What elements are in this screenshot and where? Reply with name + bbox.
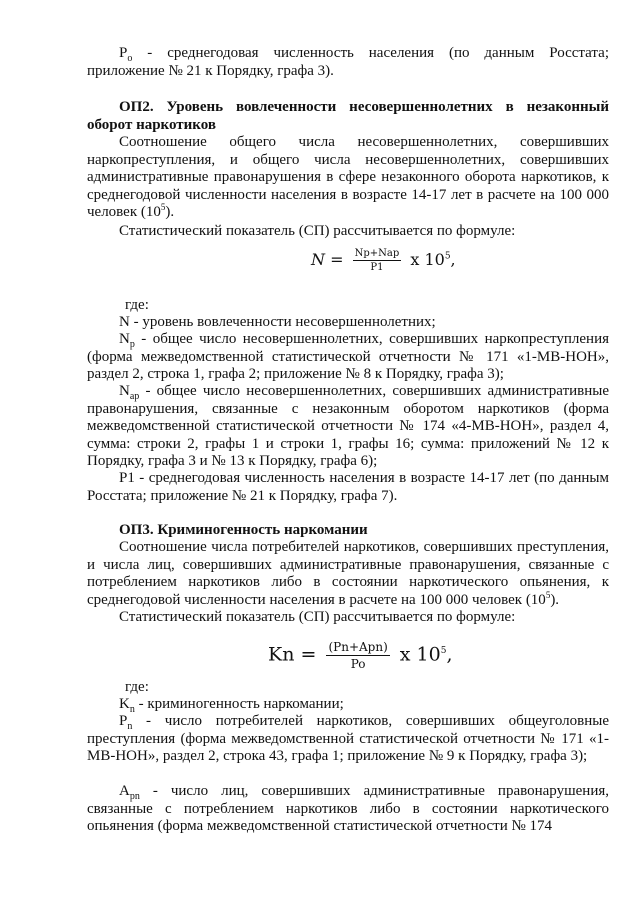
formula-lhs: N <box>311 250 325 269</box>
formula-equals: = <box>330 250 344 269</box>
symbol-nap: $N_{ap}$ <box>119 383 140 402</box>
formula-op3: Kn = $\frac{\text{(Pn+Apn)}}{Po}$ x $10^5$, <box>268 640 453 671</box>
symbol-po: $P_o$ <box>119 45 133 64</box>
symbol-np: $N_p$ <box>119 331 135 350</box>
definition-n: N - уровень вовлеченности несовершеннолетних; <box>119 314 436 330</box>
formula-lhs: Kn <box>268 643 295 666</box>
section-op2-paragraph: Соотношение общего числа несовершеннолетних, совершивших наркопреступления, и общего числа несовершеннолетних, совершивших административные правонарушения в сфере незаконного оборота наркотиков, к среднегодовой численности населения в возрасте 14-17 лет в расчете на 100 000 человек $(10^5)$. <box>87 134 609 221</box>
formula-multiplier: x 10 <box>410 250 445 269</box>
definition-kn: $K_n$ - криминогенность наркомании; <box>119 696 344 715</box>
formula-numerator: Np+Nap <box>354 248 400 259</box>
section-op3-heading: ОП3. Криминогенность наркомании <box>119 522 368 538</box>
formula-exponent: 5 <box>440 646 447 657</box>
formula-equals: = <box>300 643 317 666</box>
definition-np: $N_p$ - общее число несовершеннолетних, совершивших наркопреступления (форма межведомственной статистической отчетности № 171 «1-МВ-НОН», раздел 2, строка 1, графа 2; приложение № 8 к Порядку, графа 3); <box>87 331 609 383</box>
section-op3-paragraph: Соотношение числа потребителей наркотиков, совершивших преступления, и числа лиц, совершивших административные правонарушения, связанные с потреблением наркотиков либо в состоянии наркотического опьянения, к среднегодовой численности населения в расчете на 100 000 человек $(10^5)$. <box>87 539 609 608</box>
definition-p1: P1 - среднегодовая численность населения в возрасте 14-17 лет (по данным Росстата; приложение № 21 к Порядку, графа 7). <box>87 470 609 504</box>
definition-pn: $P_n$ - число потребителей наркотиков, совершивших общеуголовные преступления (форма межведомственной статистической отчетности № 171 «1-МВ-НОН», раздел 2, строка 43, графа 1; приложение № 9 к Порядку, графа 3); <box>87 713 609 765</box>
symbol-kn: $K_n$ <box>119 696 135 715</box>
formula-op2: N = $\frac{\text{Np+Nap}}{P1}$ x $10^5$, <box>311 248 456 273</box>
formula-denominator: Po <box>350 657 366 671</box>
formula-multiplier: x 10 <box>399 643 441 666</box>
definition-po: $P_o$ - среднегодовая численность населения (по данным Росстата; приложение № 21 к Порядку, графа 3). <box>87 45 609 79</box>
where-label-op2: где: <box>125 297 149 313</box>
formula-fraction <box>353 248 402 273</box>
where-label-op3: где: <box>125 679 149 695</box>
symbol-apn: $A_{pn}$ <box>119 783 140 802</box>
formula-fraction <box>326 640 389 671</box>
definition-apn: $A_{pn}$ - число лиц, совершивших административные правонарушения, связанные с потреблением наркотиков либо в состоянии наркотического опьянения (форма межведомственной статистической отчетности № 174 <box>87 783 609 835</box>
formula-denominator: P1 <box>370 262 384 273</box>
symbol-pn: $P_n$ <box>119 713 133 732</box>
section-op2-heading: ОП2. Уровень вовлеченности несовершеннолетних в незаконный оборот наркотиков <box>87 99 609 133</box>
formula-exponent: 5 <box>444 251 451 262</box>
formula-numerator: (Pn+Apn) <box>328 640 388 654</box>
section-op2-formula-intro: Статистический показатель (СП) рассчитывается по формуле: <box>119 223 516 239</box>
section-op3-formula-intro: Статистический показатель (СП) рассчитывается по формуле: <box>119 609 516 625</box>
definition-nap: $N_{ap}$ - общее число несовершеннолетних, совершивших административные правонарушения, связанные с незаконным оборотом наркотиков (форма межведомственной статистической отчетности № 174 «4-МВ-НОН», раздел 4, сумма: строки 2, графы 1 и строки 1, графы 16; сумма: приложений № 12 к Порядку, графа 3 и № 13 к Порядку, графа 6); <box>87 383 609 470</box>
